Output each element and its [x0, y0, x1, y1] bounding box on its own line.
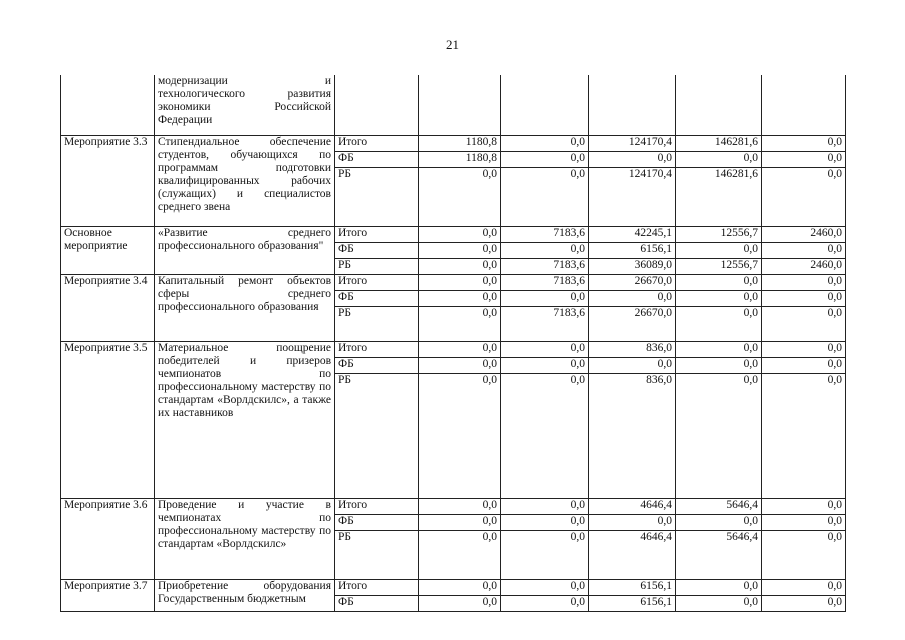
continuation-empty-cell — [501, 75, 589, 135]
continuation-empty-cell — [335, 75, 419, 135]
amount-cell: 0,0 — [501, 357, 589, 373]
amount-cell: 7183,6 — [501, 274, 589, 290]
amount-cell: 0,0 — [419, 290, 501, 306]
amount-cell: 0,0 — [676, 595, 762, 611]
amount-cell: 4646,4 — [589, 530, 676, 579]
amount-cell: 0,0 — [419, 226, 501, 242]
amount-cell: 0,0 — [419, 514, 501, 530]
continuation-line: экономики Российской — [158, 101, 331, 113]
amount-cell: 0,0 — [676, 579, 762, 595]
amount-cell: 0,0 — [419, 341, 501, 357]
page-number: 21 — [446, 37, 459, 52]
funding-source-cell: Итого — [335, 274, 419, 290]
amount-cell: 0,0 — [676, 151, 762, 167]
amount-cell: 0,0 — [762, 306, 846, 341]
funding-source-cell: РБ — [335, 530, 419, 579]
amount-cell: 0,0 — [501, 579, 589, 595]
amount-cell: 0,0 — [419, 258, 501, 274]
amount-cell: 0,0 — [762, 579, 846, 595]
continuation-row — [61, 75, 846, 135]
amount-cell: 5646,4 — [676, 498, 762, 514]
amount-cell: 0,0 — [419, 595, 501, 611]
amount-cell: 0,0 — [501, 595, 589, 611]
funding-source-cell: РБ — [335, 373, 419, 498]
amount-cell: 0,0 — [419, 274, 501, 290]
amount-cell: 26670,0 — [589, 274, 676, 290]
amount-cell: 146281,6 — [676, 135, 762, 151]
continuation-line: модернизации и — [158, 75, 331, 87]
amount-cell: 2460,0 — [762, 258, 846, 274]
amount-cell: 0,0 — [676, 341, 762, 357]
amount-cell: 0,0 — [762, 274, 846, 290]
funding-source-cell: РБ — [335, 167, 419, 226]
amount-cell: 0,0 — [501, 135, 589, 151]
amount-cell: 0,0 — [762, 530, 846, 579]
amount-cell: 124170,4 — [589, 135, 676, 151]
amount-cell: 0,0 — [501, 151, 589, 167]
amount-cell: 0,0 — [762, 242, 846, 258]
amount-cell: 12556,7 — [676, 226, 762, 242]
amount-cell: 0,0 — [762, 514, 846, 530]
amount-cell: 0,0 — [676, 514, 762, 530]
continuation-line: Федерации — [158, 114, 213, 126]
amount-cell: 0,0 — [762, 290, 846, 306]
measure-description-cell: Проведение и участие в чемпионатах по профессиональному мастерству по стандартам «Ворлдскилс» — [155, 498, 335, 579]
amount-cell: 0,0 — [419, 498, 501, 514]
amount-cell: 0,0 — [419, 306, 501, 341]
amount-cell: 0,0 — [501, 167, 589, 226]
funding-row — [61, 226, 846, 242]
amount-cell: 0,0 — [501, 530, 589, 579]
measure-description-cell: Стипендиальное обеспечение студентов, обучающихся по программам подготовки квалифицированных рабочих (служащих) и специалистов среднего звена — [155, 135, 335, 226]
amount-cell: 4646,4 — [589, 498, 676, 514]
funding-table-body — [61, 75, 846, 611]
amount-cell: 0,0 — [589, 357, 676, 373]
amount-cell: 0,0 — [762, 373, 846, 498]
amount-cell: 6156,1 — [589, 242, 676, 258]
amount-cell: 6156,1 — [589, 579, 676, 595]
continuation-line: технологического развития — [158, 88, 331, 100]
amount-cell: 1180,8 — [419, 135, 501, 151]
funding-row — [61, 579, 846, 595]
amount-cell: 0,0 — [589, 151, 676, 167]
funding-source-cell: Итого — [335, 341, 419, 357]
funding-source-cell: Итого — [335, 226, 419, 242]
measure-description-cell: Приобретение оборудования Государственным бюджетным — [155, 579, 335, 611]
funding-source-cell: РБ — [335, 306, 419, 341]
funding-source-cell: Итого — [335, 135, 419, 151]
amount-cell: 0,0 — [762, 135, 846, 151]
funding-row — [61, 135, 846, 151]
measure-description-cell: Капитальный ремонт объектов сферы среднего профессионального образования — [155, 274, 335, 341]
amount-cell: 0,0 — [501, 242, 589, 258]
amount-cell: 26670,0 — [589, 306, 676, 341]
amount-cell: 7183,6 — [501, 306, 589, 341]
funding-source-cell: ФБ — [335, 151, 419, 167]
amount-cell: 146281,6 — [676, 167, 762, 226]
amount-cell: 0,0 — [676, 357, 762, 373]
measure-name-cell: Мероприятие 3.4 — [61, 274, 155, 341]
measure-name-cell: Мероприятие 3.3 — [61, 135, 155, 226]
funding-source-cell: ФБ — [335, 514, 419, 530]
amount-cell: 0,0 — [762, 357, 846, 373]
funding-row — [61, 341, 846, 357]
amount-cell: 12556,7 — [676, 258, 762, 274]
amount-cell: 0,0 — [501, 290, 589, 306]
funding-source-cell: ФБ — [335, 595, 419, 611]
continuation-empty-cell — [676, 75, 762, 135]
funding-source-cell: Итого — [335, 498, 419, 514]
amount-cell: 0,0 — [762, 595, 846, 611]
amount-cell: 836,0 — [589, 341, 676, 357]
measure-description-cell: «Развитие среднего профессионального образования" — [155, 226, 335, 274]
amount-cell: 0,0 — [762, 167, 846, 226]
amount-cell: 836,0 — [589, 373, 676, 498]
continuation-empty-cell — [589, 75, 676, 135]
amount-cell: 7183,6 — [501, 226, 589, 242]
amount-cell: 7183,6 — [501, 258, 589, 274]
funding-source-cell: ФБ — [335, 242, 419, 258]
amount-cell: 0,0 — [676, 274, 762, 290]
funding-row — [61, 498, 846, 514]
amount-cell: 0,0 — [676, 242, 762, 258]
amount-cell: 0,0 — [419, 373, 501, 498]
continuation-description-cell — [155, 75, 335, 135]
amount-cell: 0,0 — [419, 579, 501, 595]
amount-cell: 0,0 — [501, 498, 589, 514]
amount-cell: 0,0 — [589, 290, 676, 306]
continuation-name-cell — [61, 75, 155, 135]
measure-description-cell: Материальное поощрение победителей и призеров чемпионатов по профессиональному мастерству по стандартам «Ворлдскилс», а также их наставников — [155, 341, 335, 498]
measure-name-cell: Мероприятие 3.5 — [61, 341, 155, 498]
amount-cell: 0,0 — [589, 514, 676, 530]
amount-cell: 1180,8 — [419, 151, 501, 167]
amount-cell: 36089,0 — [589, 258, 676, 274]
funding-source-cell: Итого — [335, 579, 419, 595]
amount-cell: 0,0 — [676, 373, 762, 498]
amount-cell: 0,0 — [419, 357, 501, 373]
funding-table — [60, 75, 846, 612]
measure-name-cell: Основное мероприятие — [61, 226, 155, 274]
measure-name-cell: Мероприятие 3.7 — [61, 579, 155, 611]
amount-cell: 124170,4 — [589, 167, 676, 226]
amount-cell: 0,0 — [762, 498, 846, 514]
amount-cell: 0,0 — [501, 514, 589, 530]
continuation-empty-cell — [762, 75, 846, 135]
amount-cell: 0,0 — [762, 341, 846, 357]
amount-cell: 6156,1 — [589, 595, 676, 611]
measure-name-cell: Мероприятие 3.6 — [61, 498, 155, 579]
funding-source-cell: ФБ — [335, 357, 419, 373]
amount-cell: 0,0 — [501, 341, 589, 357]
amount-cell: 0,0 — [419, 242, 501, 258]
amount-cell: 0,0 — [501, 373, 589, 498]
amount-cell: 0,0 — [676, 290, 762, 306]
funding-source-cell: ФБ — [335, 290, 419, 306]
amount-cell: 0,0 — [419, 530, 501, 579]
amount-cell: 0,0 — [676, 306, 762, 341]
funding-row — [61, 274, 846, 290]
amount-cell: 0,0 — [762, 151, 846, 167]
amount-cell: 42245,1 — [589, 226, 676, 242]
amount-cell: 0,0 — [419, 167, 501, 226]
continuation-empty-cell — [419, 75, 501, 135]
amount-cell: 5646,4 — [676, 530, 762, 579]
amount-cell: 2460,0 — [762, 226, 846, 242]
funding-source-cell: РБ — [335, 258, 419, 274]
